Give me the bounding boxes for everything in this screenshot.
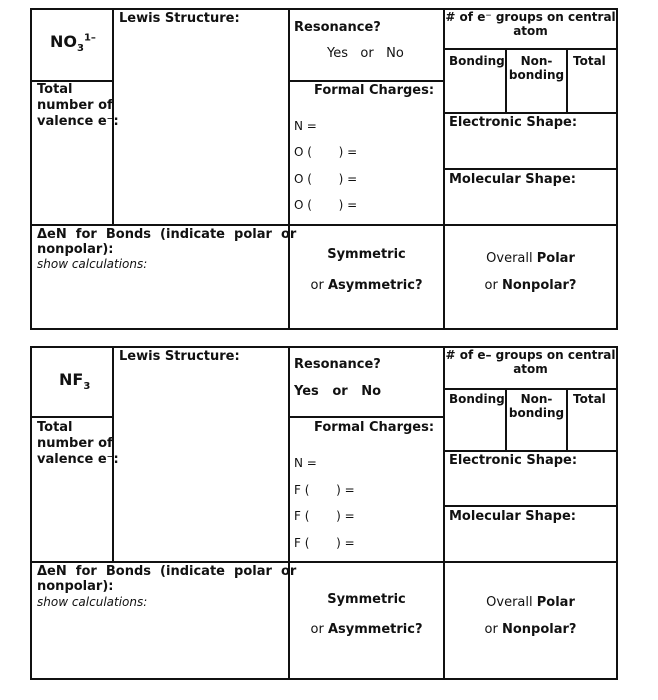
- divider-molecule-valence: [30, 416, 114, 418]
- total-header: Total: [573, 392, 606, 406]
- divider-egroups-electronic: [443, 450, 618, 452]
- divider-egroups-header: [443, 388, 618, 390]
- nonbonding-header: Non- bonding: [508, 54, 565, 82]
- divider-nonbonding-total: [566, 48, 568, 112]
- asymmetric-label: or Asymmetric?: [310, 622, 423, 637]
- total-header: Total: [573, 54, 606, 68]
- fc-row-1: N =: [294, 456, 317, 470]
- border-right: [616, 346, 618, 680]
- fc-row-2: O ( ) =: [294, 145, 358, 159]
- nonpolar-label: or Nonpolar?: [484, 278, 577, 293]
- fc-row-3: F ( ) =: [294, 509, 355, 523]
- resonance-yes: Yes: [294, 384, 319, 399]
- border-bottom: [30, 678, 618, 680]
- resonance-label: Resonance?: [294, 357, 381, 372]
- molecular-shape-label: Molecular Shape:: [449, 172, 576, 187]
- molecule-formula: $NF_3$: [59, 370, 91, 393]
- delta-en-label: ΔeN for Bonds (indicate polar or nonpolar):: [37, 564, 297, 594]
- bonding-header: Bonding: [449, 392, 505, 406]
- divider-electronic-molecular: [443, 505, 618, 507]
- overall-polar-label: Overall Polar: [486, 595, 575, 610]
- divider-egroups-header: [443, 48, 618, 50]
- border-left: [30, 346, 32, 680]
- fc-row-4: F ( ) =: [294, 536, 355, 550]
- delta-en-label: ΔeN for Bonds (indicate polar or nonpolar):: [37, 227, 297, 257]
- resonance-or: or: [360, 46, 374, 61]
- valence-electrons-label: Total number of valence e⁻:: [37, 82, 119, 129]
- asymmetric-label: or Asymmetric?: [310, 278, 423, 293]
- divider-egroups-electronic: [443, 112, 618, 114]
- nonbonding-header: Non- bonding: [508, 392, 565, 420]
- resonance-options: [327, 46, 404, 61]
- formal-charges-label: Formal Charges:: [314, 420, 435, 435]
- fc-row-3: O ( ) =: [294, 172, 358, 186]
- lewis-structure-label: Lewis Structure:: [119, 349, 240, 364]
- egroups-label: # of e– groups on central atom: [445, 348, 616, 376]
- symmetric-label: Symmetric: [327, 592, 406, 607]
- worksheet-table-nf3: [30, 346, 618, 680]
- resonance-options: [294, 384, 381, 399]
- resonance-label: Resonance?: [294, 20, 381, 35]
- border-bottom: [30, 328, 618, 330]
- valence-electrons-label: Total number of valence e⁻:: [37, 420, 119, 467]
- molecular-shape-label: Molecular Shape:: [449, 509, 576, 524]
- resonance-no: No: [386, 46, 404, 61]
- divider-bottom-row: [30, 224, 618, 226]
- divider-nonbonding-total: [566, 388, 568, 450]
- divider-electronic-molecular: [443, 168, 618, 170]
- nonpolar-label: or Nonpolar?: [484, 622, 577, 637]
- overall-polar-label: Overall Polar: [486, 251, 575, 266]
- worksheet-table-no3: [30, 8, 618, 330]
- electronic-shape-label: Electronic Shape:: [449, 453, 578, 468]
- symmetric-label: Symmetric: [327, 247, 406, 262]
- resonance-or: or: [332, 384, 348, 399]
- divider-bottom-row: [30, 561, 618, 563]
- divider-resonance-formal: [288, 80, 445, 82]
- resonance-no: No: [361, 384, 382, 399]
- egroups-label: # of e⁻ groups on central atom: [445, 10, 616, 38]
- fc-row-4: O ( ) =: [294, 198, 358, 212]
- lewis-structure-label: Lewis Structure:: [119, 11, 240, 26]
- molecule-formula: $NO_3^{1-}$: [50, 32, 96, 55]
- show-calculations-label: show calculations:: [37, 257, 148, 271]
- fc-row-1: N =: [294, 119, 317, 133]
- bonding-header: Bonding: [449, 54, 505, 68]
- show-calculations-label: show calculations:: [37, 595, 148, 609]
- fc-row-2: F ( ) =: [294, 483, 355, 497]
- divider-resonance-formal: [288, 416, 445, 418]
- resonance-yes: Yes: [327, 46, 348, 61]
- electronic-shape-label: Electronic Shape:: [449, 115, 578, 130]
- border-left: [30, 8, 32, 330]
- formal-charges-label: Formal Charges:: [314, 83, 435, 98]
